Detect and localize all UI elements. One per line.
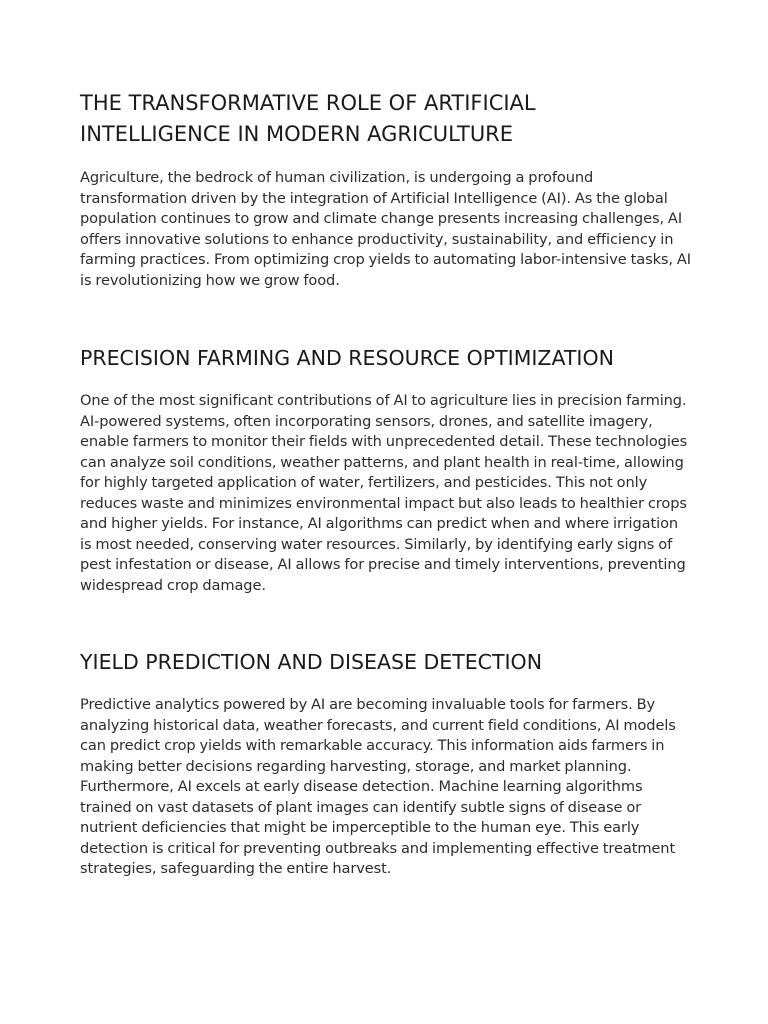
section-paragraph: One of the most significant contributions of AI to agriculture lies in precision farming. AI-powered systems, often incorporating sensors, drones, and satellite imagery, enable farmers to monitor their fields with unprecedented detail. These technologies can analyze soil conditions, weather patterns, and plant health in real-time, allowing for highly targeted application of water, fertilizers, and pesticides. This not only reduces waste and minimizes environmental impact but also leads to healthier crops and higher yields. For instance, AI algorithms can predict when and where irrigation is most needed, conserving water resources. Similarly, by identifying early signs of pest infestation or disease, AI allows for precise and timely interventions, preventing widespread crop damage.	[80, 392, 688, 594]
intro-paragraph: Agriculture, the bedrock of human civilization, is undergoing a profound transformation driven by the integration of Artificial Intelligence (AI). As the global population continues to grow and climate change presents increasing challenges, AI offers innovative solutions to enhance productivity, sustainability, and efficiency in farming practices. From optimizing crop yields to automating labor-intensive tasks, AI is revolutionizing how we grow food.	[80, 169, 691, 289]
section-paragraph: Predictive analytics powered by AI are becoming invaluable tools for farmers. By analyzing historical data, weather forecasts, and current field conditions, AI models can predict crop yields with remarkable accuracy. This information aids farmers in making better decisions regarding harvesting, storage, and market planning. Furthermore, AI excels at early disease detection. Machine learning algorithms trained on vast datasets of plant images can identify subtle signs of disease or nutrient deficiencies that might be imperceptible to the human eye. This early detection is critical for preventing outbreaks and implementing effective treatment strategies, safeguarding the entire harvest.	[80, 696, 676, 877]
section-yield-prediction	[80, 648, 692, 880]
section-precision-farming	[80, 344, 692, 596]
document-page	[80, 88, 692, 880]
section-heading: PRECISION FARMING AND RESOURCE OPTIMIZATION	[80, 346, 614, 370]
section-heading: YIELD PREDICTION AND DISEASE DETECTION	[80, 650, 543, 674]
document-title: THE TRANSFORMATIVE ROLE OF ARTIFICIAL INTELLIGENCE IN MODERN AGRICULTURE	[80, 91, 536, 146]
